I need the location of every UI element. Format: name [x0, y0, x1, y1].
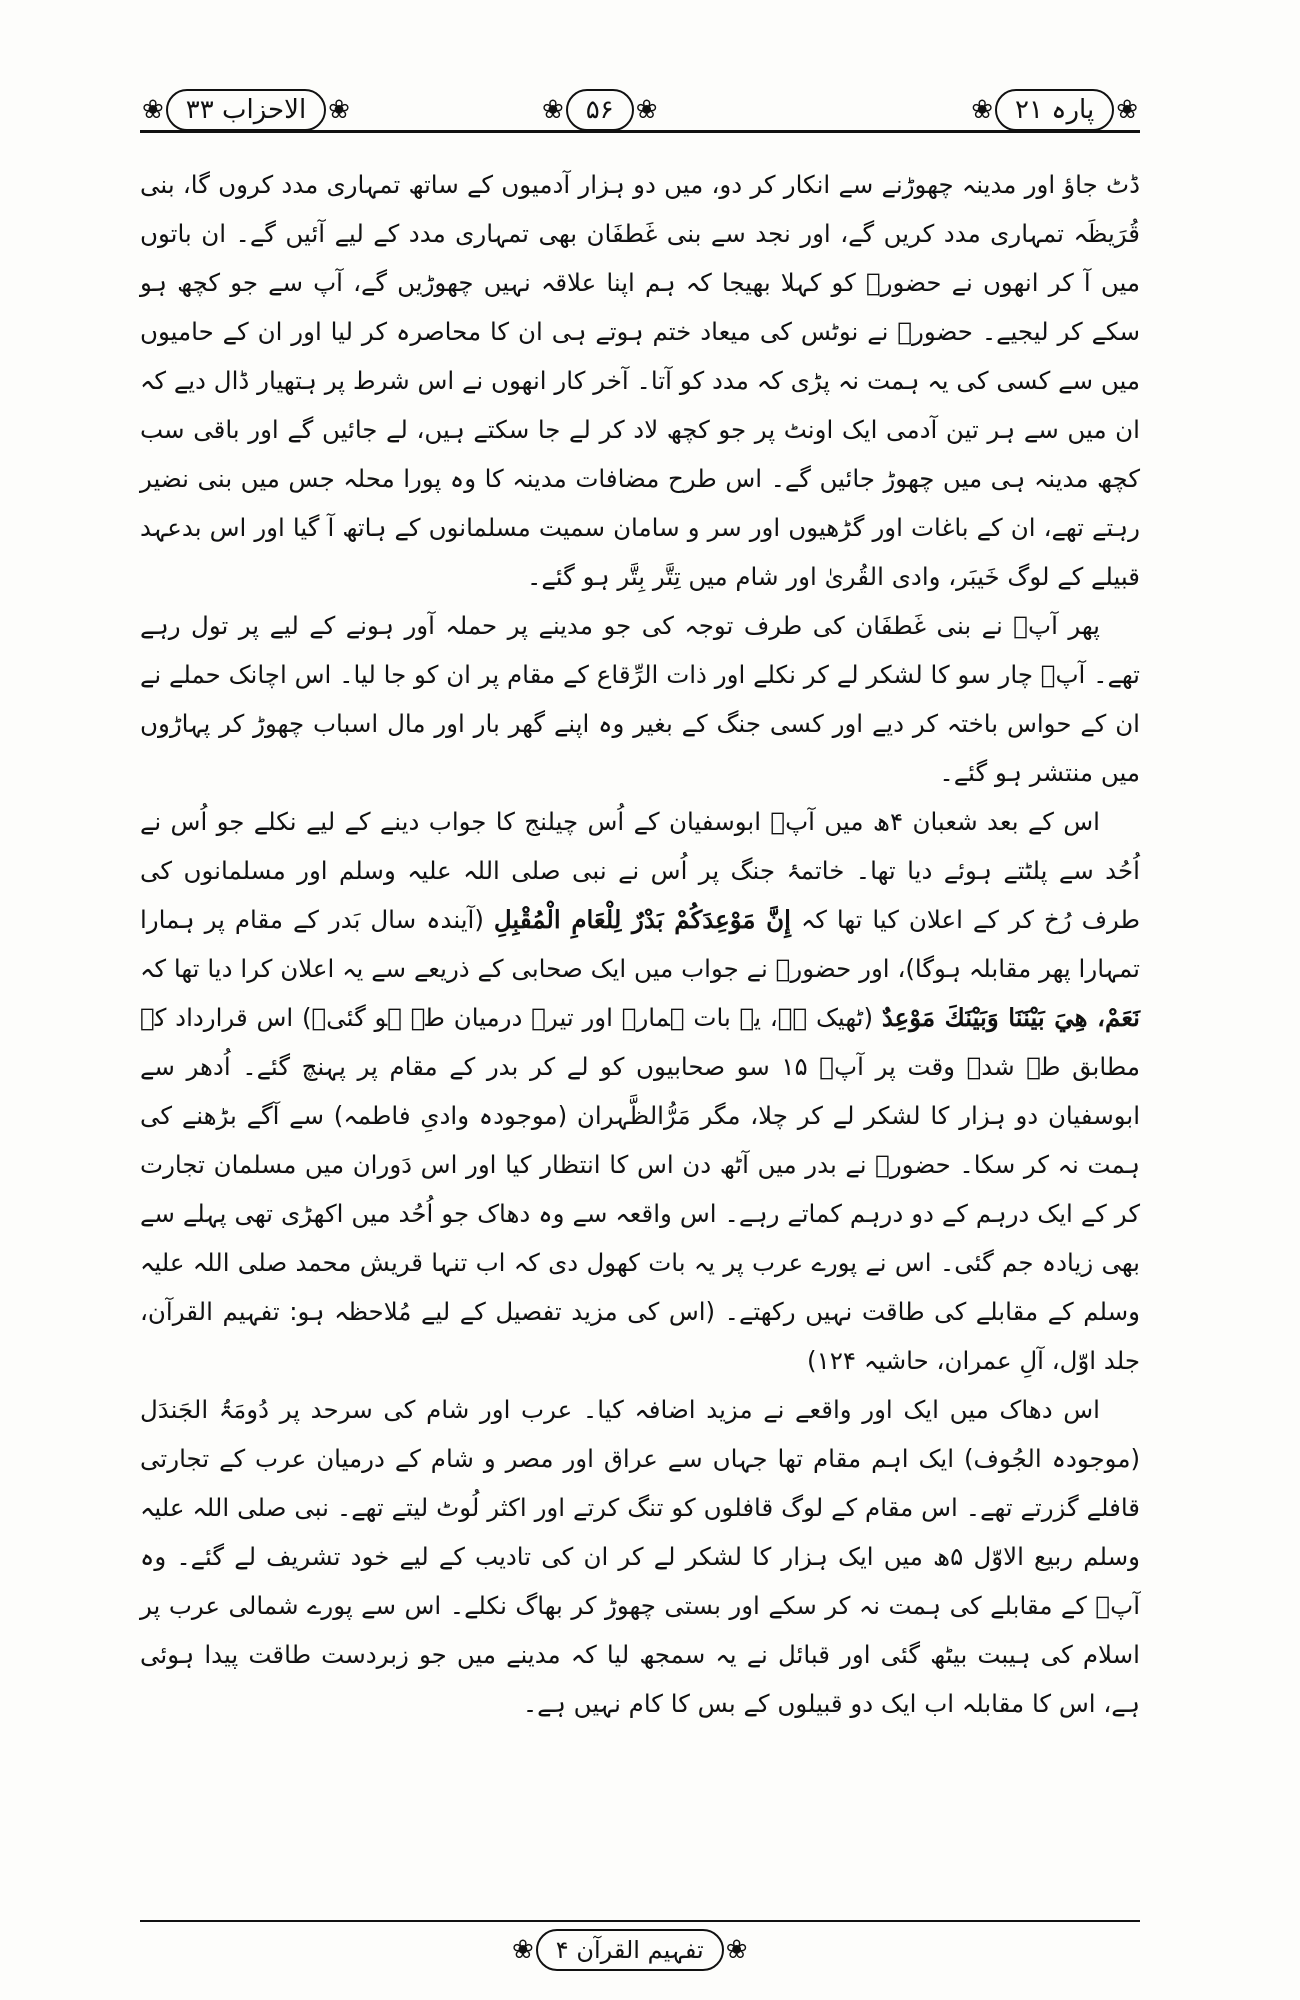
paragraph — [140, 797, 1140, 1385]
flourish-icon: ❀ — [542, 95, 564, 125]
paragraph-text: (آیندہ سال بَدر کے مقام پر ہمارا تمہارا پھر مقابلہ ہوگا)، اور حضورؐ نے جواب میں ایک صحابی کے ذریعے سے یہ اعلان کرا دیا تھا کہ — [140, 905, 1140, 983]
flourish-icon: ❀ — [635, 95, 658, 125]
flourish-icon: ❀ — [328, 95, 350, 125]
arabic-quote: إِنَّ مَوْعِدَكُمْ بَدْرٌ لِلْعَامِ الْمُقْبِلِ — [493, 905, 791, 934]
page-header — [140, 78, 1140, 148]
para-cartouche — [969, 88, 1140, 132]
flourish-icon: ❀ — [725, 1935, 748, 1965]
para-number: پارہ ۲۱ — [995, 89, 1114, 131]
page-number-cartouche — [540, 88, 660, 132]
flourish-icon: ❀ — [142, 95, 164, 125]
flourish-icon: ❀ — [1116, 95, 1138, 125]
page-footer — [140, 1920, 1140, 1980]
footer-rule — [140, 1920, 1140, 1922]
paragraph: پھر آپؐ نے بنی غَطفَان کی طرف توجہ کی جو مدینے پر حملہ آور ہونے کے لیے پر تول رہے تھے۔ آپؐ چار سو کا لشکر لے کر نکلے اور ذات الرِّقاع کے مقام پر ان کو جا لیا۔ اس اچانک حملے نے ان کے حواس باختہ کر دیے اور کسی جنگ کے بغیر وہ اپنے گھر بار اور مال اسباب چھوڑ کر پہاڑوں میں منتشر ہو گئے۔ — [140, 611, 1140, 787]
paragraph: اس دھاک میں ایک اور واقعے نے مزید اضافہ کیا۔ عرب اور شام کی سرحد پر دُومَۃُ الجَندَل (موجودہ الجُوف) ایک اہم مقام تھا جہاں سے عراق اور مصر و شام کے درمیان عرب کے تجارتی قافلے گزرتے تھے۔ اس مقام کے لوگ قافلوں کو تنگ کرتے اور اکثر لُوٹ لیتے تھے۔ نبی صلی اللہ علیہ وسلم ربیع الاوّل ۵ھ میں ایک ہزار کا لشکر لے کر ان کی تادیب کے لیے خود تشریف لے گئے۔ وہ آپؐ کے مقابلے کی ہمت نہ کر سکے اور بستی چھوڑ کر بھاگ نکلے۔ اس سے پورے شمالی عرب پر اسلام کی ہیبت بیٹھ گئی اور قبائل نے یہ سمجھ لیا کہ مدینے میں جو زبردست طاقت پیدا ہوئی ہے، اس کا مقابلہ اب ایک دو قبیلوں کے بس کا کام نہیں ہے۔ — [140, 1395, 1140, 1718]
paragraph-text: (ٹھیک ہے، یہ بات ہمارے اور تیرے درمیان طے ہو گئی۔) اس قرارداد کے مطابق طے شدہ وقت پر آپؐ ۱۵ سو صحابیوں کو لے کر بدر کے مقام پر پہنچ گئے۔ اُدھر سے ابوسفیان دو ہزار کا لشکر لے کر چلا، مگر مَرُّالظَّہران (موجودہ وادیِ فاطمہ) سے آگے بڑھنے کی ہمت نہ کر سکا۔ حضورؐ نے بدر میں آٹھ دن اس کا انتظار کیا اور اس دَوران میں مسلمان تجارت کر کے ایک درہم کے دو درہم کماتے رہے۔ اس واقعہ سے وہ دھاک جو اُحُد میں اکھڑی تھی پہلے سے بھی زیادہ جم گئی۔ اس نے پورے عرب پر یہ بات کھول دی کہ اب تنہا قریش محمد صلی اللہ علیہ وسلم کے مقابلے کی طاقت نہیں رکھتے۔ (اس کی مزید تفصیل کے لیے مُلاحظہ ہو: تفہیم القرآن، جلد اوّل، آلِ عمران، حاشیہ ۱۲۴) — [140, 1003, 1141, 1375]
flourish-icon: ❀ — [971, 95, 994, 125]
page-number: ۵۶ — [566, 89, 634, 131]
flourish-icon: ❀ — [512, 1935, 534, 1965]
paragraph: ڈٹ جاؤ اور مدینہ چھوڑنے سے انکار کر دو، میں دو ہزار آدمیوں کے ساتھ تمہاری مدد کروں گا، بنی قُرَیظَہ تمہاری مدد کریں گے، اور نجد سے بنی غَطفَان بھی تمہاری مدد کے لیے آئیں گے۔ ان باتوں میں آ کر انھوں نے حضورؐ کو کہلا بھیجا کہ ہم اپنا علاقہ نہیں چھوڑیں گے، آپ سے جو کچھ ہو سکے کر لیجیے۔ حضورؐ نے نوٹس کی میعاد ختم ہوتے ہی ان کا محاصرہ کر لیا اور ان کے حامیوں میں سے کسی کی یہ ہمت نہ پڑی کہ مدد کو آتا۔ آخر کار انھوں نے اس شرط پر ہتھیار ڈال دیے کہ ان میں سے ہر تین آدمی ایک اونٹ پر جو کچھ لاد کر لے جا سکتے ہیں، لے جائیں گے اور باقی سب کچھ مدینہ ہی میں چھوڑ جائیں گے۔ اس طرح مضافات مدینہ کا وہ پورا محلہ جس میں بنی نضیر رہتے تھے، ان کے باغات اور گڑھیوں اور سر و سامان سمیت مسلمانوں کے ہاتھ آ گیا اور اس بدعہد قبیلے کے لوگ خَیبَر، وادی القُریٰ اور شام میں تِتَّر بِتَّر ہو گئے۔ — [140, 170, 1140, 591]
page-body — [140, 160, 1140, 1728]
book-title-cartouche — [510, 1928, 750, 1972]
paragraph-text: اس کے بعد شعبان ۴ھ میں آپؐ ابوسفیان کے اُس چیلنج کا جواب دینے کے لیے نکلے جو اُس نے اُحُد سے پلٹتے ہوئے دیا تھا۔ خاتمۂ جنگ پر اُس نے نبی صلی اللہ علیہ وسلم اور مسلمانوں کی طرف رُخ کر کے اعلان کیا تھا کہ — [140, 807, 1140, 934]
surah-cartouche — [140, 88, 352, 132]
arabic-quote: نَعَمْ، هِيَ بَيْنَنَا وَبَيْنَكَ مَوْعِدٌ — [881, 1003, 1140, 1032]
surah-name: الاحزاب ۳۳ — [166, 89, 326, 131]
book-title: تفہیم القرآن ۴ — [536, 1929, 724, 1971]
